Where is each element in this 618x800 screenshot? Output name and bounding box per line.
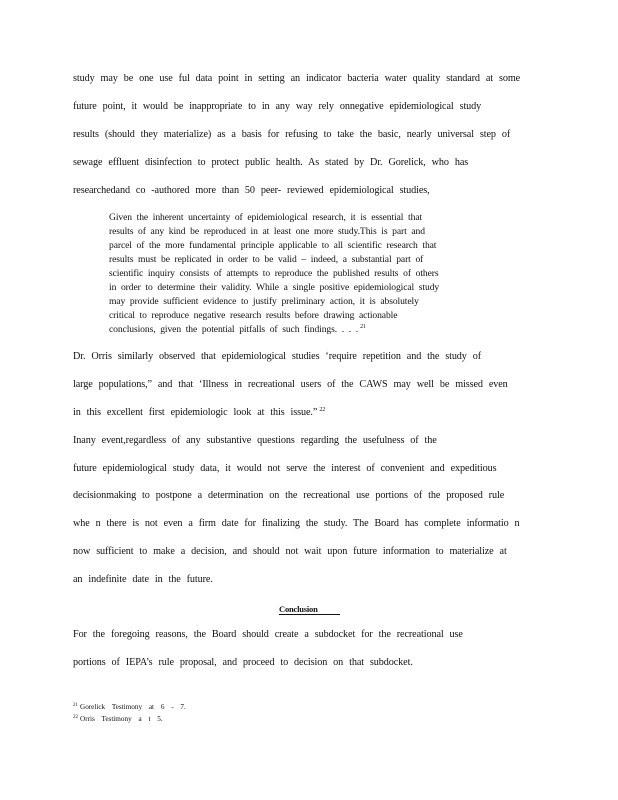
- body-line: whe n there is not even a firm date for finalizing the study. The Board has complete informatio n: [73, 518, 520, 529]
- quote-line: in order to determine their validity. While a single positive epidemiological study: [109, 282, 440, 293]
- body-line: now sufficient to make a decision, and should not wait upon future information to materialize at: [73, 546, 507, 557]
- footnote-21: $^{21}$ Gorelick Testimony at 6 - 7.: [73, 703, 186, 711]
- footnote-22: $^{22}$ Orris Testimony a t 5.: [73, 715, 163, 723]
- quote-line: results of any kind be reproduced in at least one more study.This is part and: [109, 226, 425, 237]
- quote-line: may provide sufficient evidence to justify preliminary action, it is absolutely: [109, 296, 419, 307]
- footnote-ref-21[interactable]: 21: [360, 324, 366, 330]
- body-line: portions of IEPA’s rule proposal, and proceed to decision on that subdocket.: [73, 657, 413, 668]
- section-heading: Conclusion: [279, 604, 340, 615]
- body-line: an indefinite date in the future.: [73, 574, 213, 585]
- quote-line: Given the inherent uncertainty of epidemiological research, it is essential that: [109, 212, 423, 223]
- quote-line: parcel of the more fundamental principle applicable to all scientific research that: [109, 240, 437, 251]
- body-line: future epidemiological study data, it would not serve the interest of convenient and expeditious: [73, 463, 497, 474]
- quote-line: results must be replicated in order to be valid – indeed, a substantial part of: [109, 254, 424, 265]
- quote-line-last: conclusions, given the potential pitfalls of such findings. . . . $^{21}$: [109, 324, 366, 335]
- body-line: sewage effluent disinfection to protect public health. As stated by Dr. Gorelick, who has: [73, 157, 469, 168]
- body-line: future point, it would be inappropriate to in any way rely onnegative epidemiological study: [73, 101, 482, 112]
- body-line: For the foregoing reasons, the Board should create a subdocket for the recreational use: [73, 629, 463, 640]
- body-line: results (should they materialize) as a basis for refusing to take the basic, nearly universal step of: [73, 129, 511, 140]
- quote-line: scientific inquiry consists of attempts to reproduce the published results of others: [109, 268, 439, 279]
- body-line-with-ref: in this excellent first epidemiologic look at this issue.” $^{22}$: [73, 407, 326, 418]
- body-line: Inany event,regardless of any substantive questions regarding the usefulness of the: [73, 435, 437, 446]
- quote-line: critical to reproduce negative research results before drawing actionable: [109, 310, 398, 321]
- body-line: researchedand co -authored more than 50 peer- reviewed epidemiological studies,: [73, 185, 430, 196]
- body-line: Dr. Orris similarly observed that epidemiological studies ‘require repetition and the study of: [73, 351, 482, 362]
- footnote-ref-22[interactable]: 22: [319, 407, 326, 413]
- body-line: decisionmaking to postpone a determination on the recreational use portions of the proposed rule: [73, 490, 505, 501]
- body-line: study may be one use ful data point in setting an indicator bacteria water quality standard at some: [73, 73, 521, 84]
- body-line: large populations,” and that ‘Illness in recreational users of the CAWS may well be missed even: [73, 379, 508, 390]
